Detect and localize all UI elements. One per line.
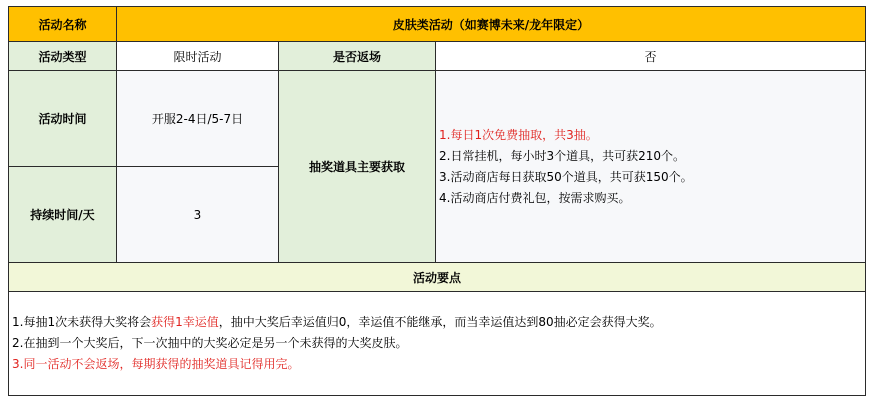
point-item — [12, 312, 865, 333]
prize-source-label: 抽奖道具主要获取 — [279, 71, 436, 263]
source-item: 3.活动商店每日获取50个道具，共可获150个。 — [439, 169, 693, 184]
point-item: 2.在抽到一个大奖后，下一次抽中的大奖必定是另一个未获得的大奖皮肤。 — [12, 336, 408, 350]
point-item: 3.同一活动不会返场，每期获得的抽奖道具记得用完。 — [12, 357, 300, 371]
prize-source-list — [436, 71, 866, 263]
time-row — [9, 71, 866, 167]
activity-time-label: 活动时间 — [9, 71, 117, 167]
activity-time-value: 开服2-4日/5-7日 — [117, 71, 279, 167]
header-row — [9, 7, 866, 42]
points-list — [9, 292, 866, 396]
points-row — [9, 292, 866, 396]
point-text: ，抽中大奖后幸运值归0，幸运值不能继承，而当幸运值达到80抽必定会获得大奖。 — [218, 315, 662, 329]
activity-type-label: 活动类型 — [9, 42, 117, 71]
type-row — [9, 42, 866, 71]
duration-label: 持续时间/天 — [9, 167, 117, 263]
source-item: 2.日常挂机，每小时3个道具，共可获210个。 — [439, 148, 685, 163]
point-text: 1.每抽1次未获得大奖将会 — [12, 315, 152, 329]
activity-name-label: 活动名称 — [9, 7, 117, 42]
points-header-row — [9, 263, 866, 292]
return-value: 否 — [436, 42, 866, 71]
source-item: 4.活动商店付费礼包，按需求购买。 — [439, 190, 631, 205]
duration-value: 3 — [117, 167, 279, 263]
points-label: 活动要点 — [9, 263, 866, 292]
activity-type-value: 限时活动 — [117, 42, 279, 71]
return-label: 是否返场 — [279, 42, 436, 71]
source-item: 1.每日1次免费抽取，共3抽。 — [439, 127, 598, 142]
activity-table — [8, 6, 866, 396]
point-highlight: 获得1幸运值 — [151, 315, 219, 329]
activity-title: 皮肤类活动（如赛博未来/龙年限定） — [117, 7, 866, 42]
